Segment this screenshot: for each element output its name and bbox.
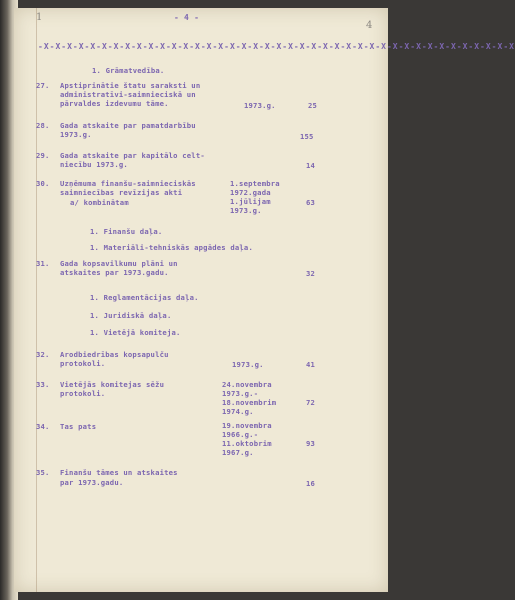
- section-heading-vieteja-komiteja: 1. Vietējā komiteja.: [90, 328, 181, 337]
- entry-date: 1973.g.: [230, 206, 262, 215]
- entry-text: protokoli.: [60, 359, 106, 368]
- entry-number: 35.: [36, 468, 50, 477]
- entry-pages: 14: [306, 161, 316, 170]
- entry-date: 1.septembra: [230, 179, 280, 188]
- section-heading-juridiska: 1. Juridiskā daļa.: [90, 311, 172, 320]
- entry-text: Tas pats: [60, 422, 97, 431]
- entry-pages: 16: [306, 479, 316, 488]
- entry-date: 1973.g.-: [222, 389, 259, 398]
- entry-text: Gada atskaite par pamatdarbību: [60, 121, 196, 130]
- entry-date: 1974.g.: [222, 407, 254, 416]
- entry-date: 24.novembra: [222, 380, 272, 389]
- document-page: [14, 8, 515, 592]
- entry-date: 1973.g.: [232, 360, 264, 369]
- page-number: - 4 -: [174, 13, 200, 22]
- entry-number: 33.: [36, 380, 50, 389]
- entry-number: 30.: [36, 179, 50, 188]
- section-heading-reglamentacijas: 1. Reglamentācijas daļa.: [90, 293, 199, 302]
- table-header-rule: -X-X-X-X-X-X-X-X-X-X-X-X-X-X-X-X-X-X-X-X-X-X-X-X-X-X-X-X-X-X-X-X-X-X-X-X-X-X-X-X-X: [38, 42, 515, 51]
- entry-number: 29.: [36, 151, 50, 160]
- entry-pages: 155: [300, 132, 314, 141]
- entry-text: niecību 1973.g.: [60, 160, 128, 169]
- entry-date: 1967.g.: [222, 448, 254, 457]
- entry-text: pārvaldes izdevumu tāme.: [60, 99, 169, 108]
- entry-text: Uzņēmuma finanšu-saimnieciskās: [60, 179, 196, 188]
- entry-text: Apstiprinātie štatu saraksti un: [60, 81, 201, 90]
- entry-number: 31.: [36, 259, 50, 268]
- entry-text: Vietējās komitejas sēžu: [60, 380, 165, 389]
- entry-text: Gada atskaite par kapitālo celt-: [60, 151, 205, 160]
- entry-date: 19.novembra: [222, 421, 272, 430]
- entry-text: par 1973.gadu.: [60, 478, 124, 487]
- entry-pages: 25: [308, 101, 318, 110]
- entry-text: a/ kombinātam: [70, 198, 129, 207]
- entry-pages: 32: [306, 269, 316, 278]
- entry-number: 27.: [36, 81, 50, 90]
- corner-mark-left: 1: [36, 12, 43, 23]
- entry-text: saimniecības revīzijas akti: [60, 188, 183, 197]
- entry-number: 32.: [36, 350, 50, 359]
- entry-date: 18.novembrim: [222, 398, 277, 407]
- entry-text: Arodbiedrības kopsapulču: [60, 350, 169, 359]
- entry-number: 28.: [36, 121, 50, 130]
- entry-text: administratīvi-saimnieciskā un: [60, 90, 196, 99]
- entry-number: 34.: [36, 422, 50, 431]
- entry-date: 1972.gada: [230, 188, 271, 197]
- entry-text: 1973.g.: [60, 130, 92, 139]
- entry-date: 1973.g.: [244, 101, 276, 110]
- section-heading-gramatvediba: 1. Grāmatvedība.: [92, 66, 165, 75]
- entry-date: 11.oktobrim: [222, 439, 272, 448]
- corner-mark-right: 4: [366, 20, 373, 31]
- entry-text: Gada kopsavilkumu plāni un: [60, 259, 178, 268]
- entry-date: 1966.g.-: [222, 430, 259, 439]
- section-heading-finansu: 1. Finanšu daļa.: [90, 227, 163, 236]
- entry-date: 1.jūlijam: [230, 197, 271, 206]
- entry-text: atskaites par 1973.gadu.: [60, 268, 169, 277]
- section-heading-materiali: 1. Materiāli-tehniskās apgādes daļa.: [90, 243, 253, 252]
- margin-line: [36, 8, 37, 592]
- entry-text: protokoli.: [60, 389, 106, 398]
- entry-pages: 63: [306, 198, 316, 207]
- entry-pages: 93: [306, 439, 316, 448]
- entry-pages: 41: [306, 360, 316, 369]
- entry-pages: 72: [306, 398, 316, 407]
- entry-text: Finanšu tāmes un atskaites: [60, 468, 178, 477]
